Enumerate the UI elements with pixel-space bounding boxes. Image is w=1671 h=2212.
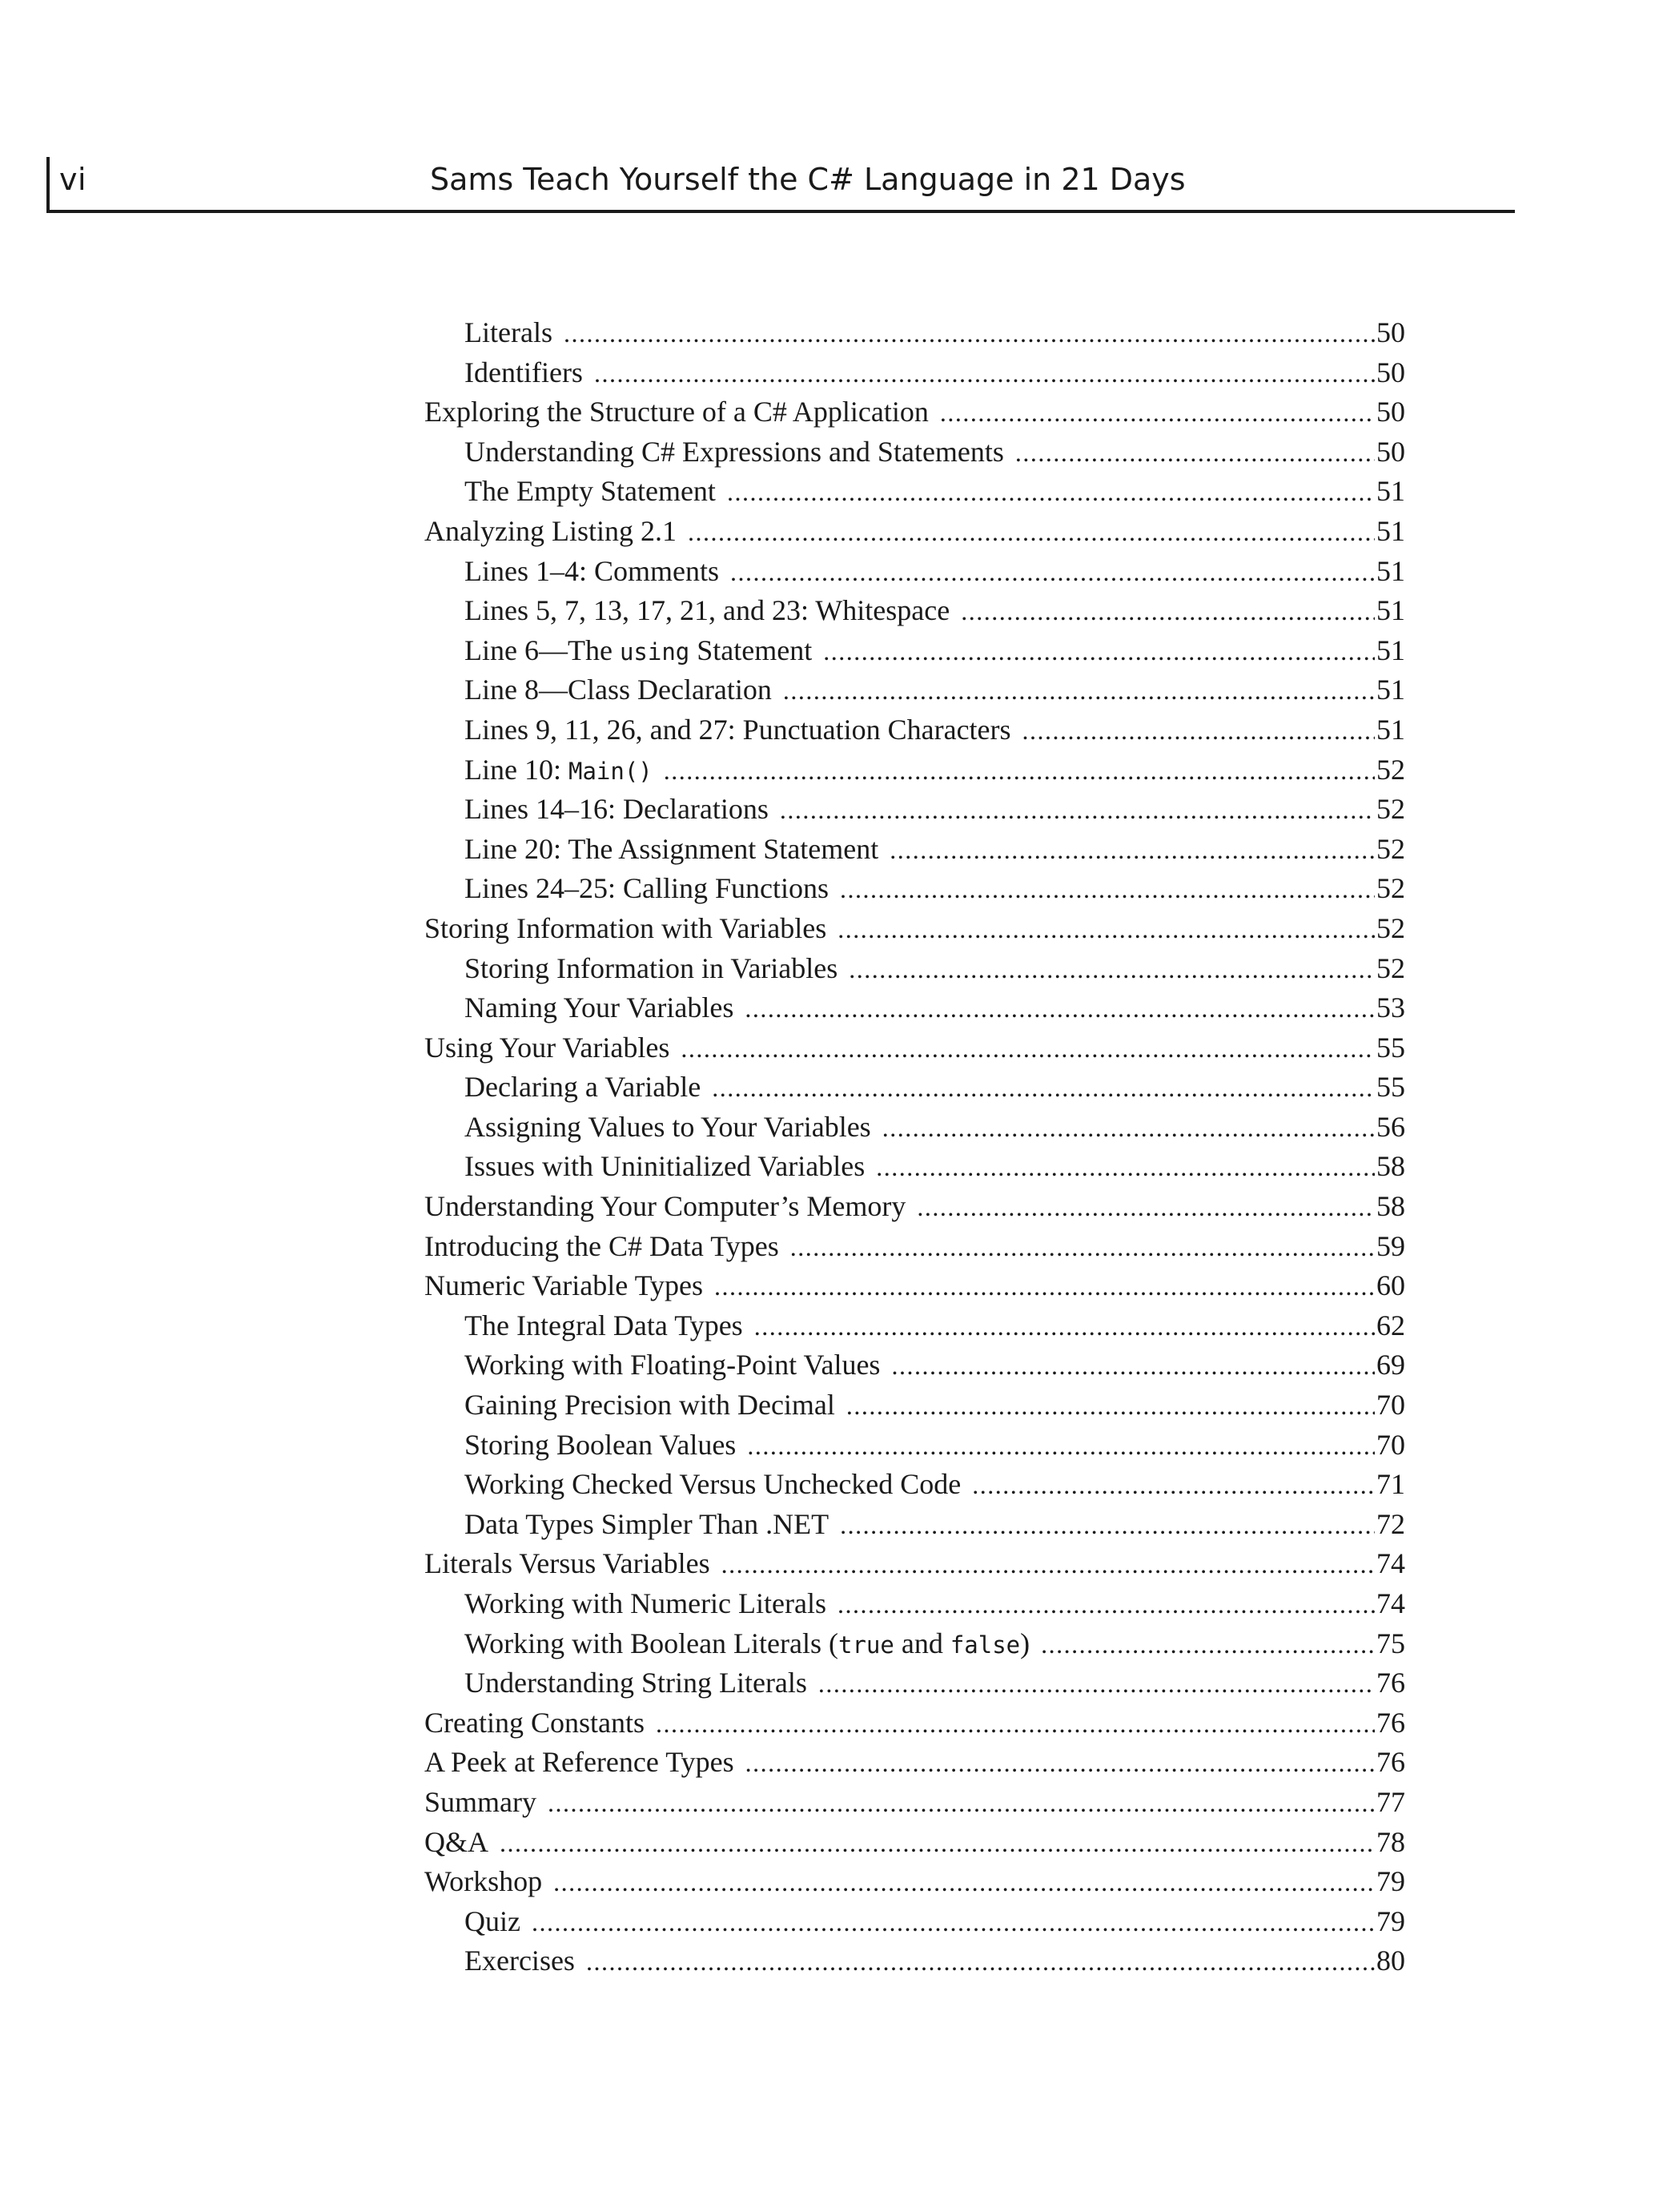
toc-subsection-entry[interactable] [424, 1666, 1405, 1706]
toc-entry-text: Working with Numeric Literals [464, 1587, 826, 1619]
toc-page-number: 52 [1376, 793, 1405, 826]
toc-entry-title [464, 1428, 747, 1462]
toc-entry-title [464, 1507, 840, 1541]
dot-leader [548, 1788, 1375, 1818]
toc-page-number: 74 [1376, 1587, 1405, 1619]
toc-section-entry[interactable] [424, 1785, 1405, 1825]
toc-subsection-entry[interactable] [424, 753, 1405, 793]
toc-page-number: 77 [1376, 1785, 1405, 1818]
toc-entry-text: Lines 1–4: Comments [464, 554, 719, 587]
toc-subsection-entry[interactable] [424, 593, 1405, 633]
dot-leader [972, 1470, 1375, 1500]
toc-entry-title [424, 514, 688, 548]
toc-entry-title [464, 1467, 972, 1501]
dot-leader [846, 1391, 1375, 1421]
toc-entry-text: Issues with Uninitialized Variables [464, 1150, 866, 1183]
toc-entry-text: Data Types Simpler Than .NET [464, 1507, 829, 1540]
toc-subsection-entry[interactable] [424, 1467, 1405, 1507]
toc-subsection-entry[interactable] [424, 1348, 1405, 1388]
toc-page-number: 50 [1376, 396, 1405, 428]
toc-entry-text: and [894, 1627, 950, 1659]
toc-page-number: 71 [1376, 1468, 1405, 1501]
toc-entry-title [464, 1149, 876, 1183]
toc-entry-text: The Integral Data Types [464, 1309, 743, 1341]
dot-leader [553, 1868, 1375, 1897]
dot-leader [1015, 438, 1375, 468]
toc-entry-title [464, 554, 730, 588]
toc-subsection-entry[interactable] [424, 792, 1405, 832]
toc-subsection-entry[interactable] [424, 832, 1405, 872]
toc-subsection-entry[interactable] [424, 1428, 1405, 1468]
dot-leader [745, 994, 1375, 1024]
dot-leader [882, 1113, 1375, 1143]
toc-entry-title [464, 871, 840, 905]
toc-page-number: 52 [1376, 911, 1405, 944]
toc-entry-text: Working with Boolean Literals ( [464, 1627, 838, 1659]
toc-page-number: 69 [1376, 1349, 1405, 1381]
toc-entry-text: Storing Boolean Values [464, 1428, 737, 1461]
dot-leader [500, 1828, 1375, 1858]
toc-page-number: 51 [1376, 713, 1405, 746]
dot-leader [840, 1510, 1375, 1540]
dot-leader [780, 795, 1375, 825]
toc-subsection-entry[interactable] [424, 1507, 1405, 1547]
toc-entry-text: Gaining Precision with Decimal [464, 1389, 835, 1422]
toc-entry-text: Exploring the Structure of a C# Application [424, 396, 929, 428]
toc-entry-text: Working Checked Versus Unchecked Code [464, 1468, 962, 1501]
toc-entry-text: Naming Your Variables [464, 991, 734, 1024]
toc-entry-title [464, 1309, 754, 1342]
toc-section-entry[interactable] [424, 911, 1405, 951]
toc-entry-title [464, 753, 664, 786]
toc-page-number: 60 [1376, 1269, 1405, 1302]
toc-section-entry[interactable] [424, 1825, 1405, 1865]
dot-leader [664, 756, 1375, 786]
dot-leader [818, 1669, 1375, 1699]
dot-leader [745, 1748, 1375, 1778]
toc-page-number: 55 [1376, 1071, 1405, 1104]
toc-entry-text: Storing Information in Variables [464, 951, 838, 984]
toc-page-number: 70 [1376, 1428, 1405, 1461]
toc-entry-text: Lines 5, 7, 13, 17, 21, and 23: Whitespace [464, 594, 950, 627]
toc-page-number: 51 [1376, 514, 1405, 547]
toc-entry-title [464, 1904, 532, 1938]
page-header [46, 157, 1515, 213]
toc-subsection-entry[interactable] [424, 1309, 1405, 1349]
dot-leader [891, 1351, 1375, 1381]
toc-subsection-entry[interactable] [424, 951, 1405, 991]
toc-entry-text: Introducing the C# Data Types [424, 1229, 779, 1262]
toc-entry-text: Line 20: The Assignment Statement [464, 832, 879, 865]
dot-leader [594, 359, 1375, 388]
toc-subsection-entry[interactable] [424, 1904, 1405, 1945]
toc-entry-title [464, 951, 849, 985]
toc-entry-title [464, 1666, 818, 1699]
dot-leader [681, 1034, 1375, 1064]
toc-page-number: 50 [1376, 316, 1405, 348]
toc-entry-text: Statement [689, 633, 813, 666]
toc-page-number: 75 [1376, 1627, 1405, 1659]
dot-leader [849, 955, 1375, 984]
toc-entry-title [424, 1189, 917, 1223]
toc-page-number: 53 [1376, 991, 1405, 1024]
toc-entry-text: Summary [424, 1785, 536, 1818]
toc-entry-text: Line 8—Class Declaration [464, 674, 772, 706]
toc-entry-text: Creating Constants [424, 1706, 645, 1739]
toc-page-number: 62 [1376, 1309, 1405, 1341]
toc-entry-title [464, 832, 890, 866]
dot-leader [890, 835, 1375, 865]
toc-subsection-entry[interactable] [424, 1587, 1405, 1627]
toc-section-entry[interactable] [424, 514, 1405, 554]
toc-entry-title [464, 713, 1022, 746]
toc-entry-title [424, 395, 940, 428]
toc-page-number: 51 [1376, 674, 1405, 706]
dot-leader [747, 1431, 1375, 1461]
toc-page-number: 58 [1376, 1150, 1405, 1183]
toc-entry-title [464, 1070, 712, 1104]
toc-entry-title [464, 593, 961, 627]
dot-leader [838, 915, 1375, 944]
toc-entry-text: Exercises [464, 1945, 575, 1977]
toc-entry-text: The Empty Statement [464, 475, 716, 508]
toc-subsection-entry[interactable] [424, 474, 1405, 514]
toc-entry-text: Lines 14–16: Declarations [464, 793, 769, 826]
dot-leader [917, 1192, 1375, 1222]
toc-entry-title [424, 1269, 714, 1302]
toc-subsection-entry[interactable] [424, 554, 1405, 594]
toc-subsection-entry[interactable] [424, 1070, 1405, 1110]
toc-entry-text: Line 10: [464, 753, 568, 786]
dot-leader [840, 875, 1375, 904]
dot-leader [961, 597, 1375, 626]
toc-page-number: 51 [1376, 633, 1405, 666]
toc-entry-text: Working with Floating-Point Values [464, 1349, 881, 1381]
toc-subsection-entry[interactable] [424, 1944, 1405, 1984]
toc-page-number: 76 [1376, 1746, 1405, 1779]
toc-page-number: 76 [1376, 1667, 1405, 1699]
toc-entry-text: Assigning Values to Your Variables [464, 1110, 871, 1143]
toc-section-entry[interactable] [424, 395, 1405, 435]
toc-entry-text: Identifiers [464, 356, 583, 388]
toc-subsection-entry[interactable] [424, 435, 1405, 475]
dot-leader [1041, 1630, 1375, 1659]
toc-entry-text: Q&A [424, 1825, 488, 1858]
toc-entry-title [424, 1031, 681, 1064]
toc-subsection-entry[interactable] [424, 1627, 1405, 1667]
toc-entry-title [424, 1785, 548, 1819]
toc-page-number: 79 [1376, 1904, 1405, 1937]
toc-entry-title [464, 356, 594, 389]
dot-leader [712, 1073, 1375, 1103]
toc-page-number: 51 [1376, 475, 1405, 508]
toc-entry-text: Numeric Variable Types [424, 1269, 704, 1302]
dot-leader [721, 1550, 1375, 1579]
dot-leader [564, 319, 1375, 348]
toc-entry-text: Workshop [424, 1865, 543, 1898]
running-title: Sams Teach Yourself the C# Language in 21 Days [430, 162, 1186, 197]
toc-entry-text: ) [1020, 1627, 1030, 1659]
toc-entry-text: Using Your Variables [424, 1031, 670, 1064]
toc-entry-title [424, 1825, 500, 1859]
dot-leader [838, 1590, 1375, 1619]
toc-entry-text: Literals [464, 316, 552, 348]
toc-page-number: 70 [1376, 1389, 1405, 1422]
toc-entry-text: Declaring a Variable [464, 1071, 701, 1104]
toc-page-number: 76 [1376, 1706, 1405, 1739]
dot-leader [1022, 716, 1375, 746]
toc-page-number: 51 [1376, 594, 1405, 627]
toc-page-number: 72 [1376, 1507, 1405, 1540]
toc-page-number: 79 [1376, 1865, 1405, 1898]
dot-leader [714, 1272, 1375, 1301]
toc-entry-text: Analyzing Listing 2.1 [424, 514, 677, 547]
toc-page-number: 59 [1376, 1229, 1405, 1262]
toc-section-entry[interactable] [424, 1031, 1405, 1071]
toc-section-entry[interactable] [424, 1706, 1405, 1746]
toc-entry-title [464, 1587, 838, 1620]
toc-page-number: 80 [1376, 1945, 1405, 1977]
toc-subsection-entry[interactable] [424, 316, 1405, 356]
dot-leader [730, 557, 1375, 587]
toc-entry-text: Understanding Your Computer’s Memory [424, 1190, 906, 1223]
toc-entry-title [464, 633, 823, 667]
toc-entry-title [424, 1546, 721, 1580]
dot-leader [823, 637, 1375, 666]
toc-entry-title [464, 1110, 882, 1144]
toc-entry-title [424, 1864, 553, 1898]
toc-entry-title [464, 673, 783, 706]
toc-entry-text: Line 6—The [464, 633, 620, 666]
toc-entry-title [464, 991, 745, 1024]
toc-entry-text: Literals Versus Variables [424, 1547, 710, 1580]
toc-entry-title [464, 474, 727, 508]
toc-entry-text: A Peek at Reference Types [424, 1746, 734, 1779]
toc-page-number: 52 [1376, 872, 1405, 905]
dot-leader [940, 398, 1375, 428]
toc-entry-title [464, 1944, 586, 1977]
dot-leader [727, 477, 1375, 507]
toc-entry-title [424, 911, 838, 945]
toc-page-number: 52 [1376, 951, 1405, 984]
toc-page-number: 52 [1376, 753, 1405, 786]
toc-entry-title [464, 435, 1015, 469]
toc-entry-text: Lines 9, 11, 26, and 27: Punctuation Characters [464, 713, 1011, 746]
table-of-contents [424, 316, 1405, 1984]
toc-page-number: 50 [1376, 356, 1405, 388]
toc-entry-title [464, 316, 564, 349]
toc-page-number: 51 [1376, 554, 1405, 587]
toc-entry-title [464, 792, 780, 826]
toc-entry-text: Understanding C# Expressions and Statements [464, 435, 1004, 468]
toc-entry-title [424, 1745, 745, 1779]
dot-leader [783, 676, 1375, 706]
toc-entry-text: Lines 24–25: Calling Functions [464, 872, 829, 905]
toc-entry-code: using [619, 637, 690, 666]
toc-section-entry[interactable] [424, 1745, 1405, 1785]
toc-entry-text: Understanding String Literals [464, 1667, 807, 1699]
page-folio: vi [59, 162, 87, 197]
toc-entry-code: Main() [568, 757, 653, 785]
toc-section-entry[interactable] [424, 1189, 1405, 1229]
dot-leader [656, 1709, 1375, 1739]
dot-leader [876, 1152, 1375, 1182]
toc-page-number: 58 [1376, 1190, 1405, 1223]
dot-leader [532, 1908, 1375, 1937]
toc-subsection-entry[interactable] [424, 871, 1405, 911]
toc-section-entry[interactable] [424, 1546, 1405, 1587]
toc-page-number: 52 [1376, 832, 1405, 865]
toc-subsection-entry[interactable] [424, 1388, 1405, 1428]
dot-leader [754, 1312, 1375, 1341]
toc-subsection-entry[interactable] [424, 1149, 1405, 1189]
toc-entry-title [424, 1229, 790, 1263]
toc-entry-code: false [950, 1631, 1021, 1659]
toc-subsection-entry[interactable] [424, 991, 1405, 1031]
toc-page-number: 74 [1376, 1547, 1405, 1580]
toc-subsection-entry[interactable] [424, 633, 1405, 674]
toc-page-number: 55 [1376, 1031, 1405, 1064]
toc-entry-text: Quiz [464, 1904, 520, 1937]
toc-section-entry[interactable] [424, 1229, 1405, 1269]
toc-entry-title [464, 1388, 846, 1422]
toc-section-entry[interactable] [424, 1269, 1405, 1309]
toc-page-number: 50 [1376, 435, 1405, 468]
toc-page-number: 78 [1376, 1825, 1405, 1858]
dot-leader [586, 1947, 1375, 1977]
toc-subsection-entry[interactable] [424, 1110, 1405, 1150]
toc-section-entry[interactable] [424, 1864, 1405, 1904]
toc-subsection-entry[interactable] [424, 356, 1405, 396]
toc-subsection-entry[interactable] [424, 713, 1405, 753]
toc-entry-title [464, 1348, 891, 1381]
dot-leader [790, 1233, 1375, 1262]
toc-entry-code: true [838, 1631, 894, 1659]
toc-entry-title [464, 1627, 1041, 1660]
toc-subsection-entry[interactable] [424, 673, 1405, 713]
dot-leader [688, 517, 1375, 547]
toc-entry-title [424, 1706, 656, 1739]
toc-entry-text: Storing Information with Variables [424, 911, 827, 944]
toc-page-number: 56 [1376, 1110, 1405, 1143]
